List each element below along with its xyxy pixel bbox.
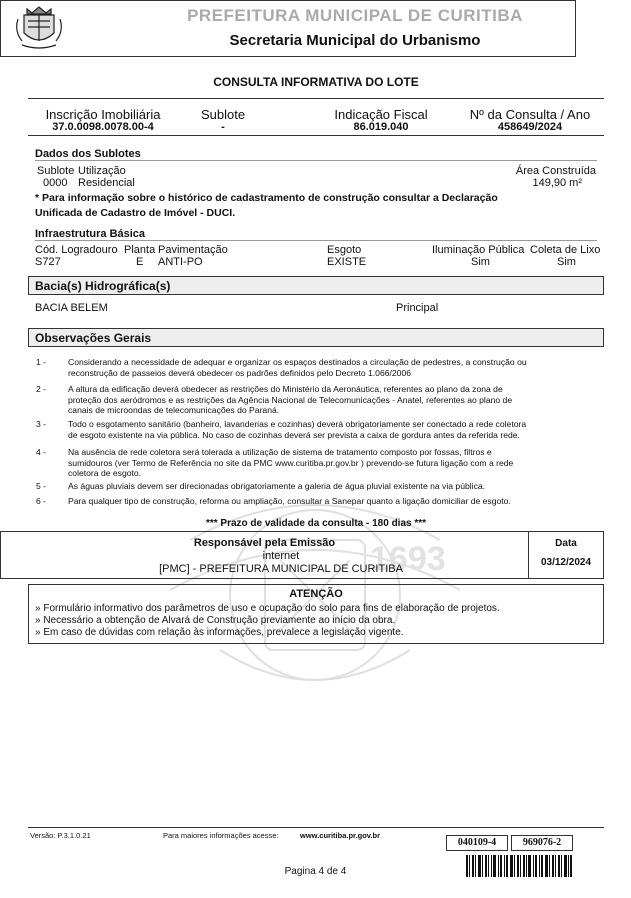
svg-text:1693: 1693 — [370, 540, 446, 578]
obs-line: Considerando a necessidade de adequar e organizar os espaços destinados a circulação de pedestres, a construção ou — [68, 357, 527, 367]
observacoes-title: Observações Gerais — [28, 328, 604, 347]
responsavel-line1: internet — [262, 550, 300, 562]
obs-number: 6 - — [36, 496, 47, 506]
code-box-1: 040109-4 — [446, 835, 508, 851]
code-box-2: 969076-2 — [511, 835, 573, 851]
row-sublote: 0000 — [43, 177, 68, 189]
responsavel-line2: [PMC] - PREFEITURA MUNICIPAL DE CURITIBA — [159, 563, 403, 575]
sublote-cell — [188, 107, 258, 133]
responsavel-title: Responsável pela Emissão — [193, 537, 336, 549]
sublote-value: - — [221, 121, 225, 133]
document-title: CONSULTA INFORMATIVA DO LOTE — [213, 75, 419, 89]
atencao-line3: » Em caso de dúvidas com relação às informações, prevalece a legislação vigente. — [35, 627, 404, 638]
infra-v-iluminacao: Sim — [471, 256, 490, 268]
secretaria-title: Secretaria Municipal do Urbanismo — [229, 32, 481, 49]
col-sublote: Sublote — [37, 165, 75, 177]
infra-v-esgoto: EXISTE — [327, 256, 367, 268]
obs-line: Na ausência de rede coletora será tolerada a utilização de sistema de tratamento composto por fossas, filtros e — [68, 447, 492, 457]
atencao-line1: » Formulário informativo dos parâmetros de uso e ocupação do solo para fins de elaboração de projetos. — [35, 603, 500, 614]
versao: Versão: P.3.1.0.21 — [30, 831, 91, 840]
consulta-cell — [466, 107, 594, 133]
obs-line: A altura da edificação deverá obedecer as restrições do Ministério da Aeronáutica, referentes ao plano da zona de — [68, 384, 503, 394]
infra-h-lixo: Coleta de Lixo — [530, 244, 601, 256]
obs-line: As águas pluviais devem ser direcionadas obrigatoriamente a galeria de água pluvial existente na via pública. — [68, 481, 486, 491]
consulta-label: Nº da Consulta / Ano — [469, 107, 591, 122]
infra-h-pavimentacao: Pavimentação — [158, 244, 228, 256]
obs-number: 2 - — [36, 384, 47, 394]
obs-line: sumidouros (ver Termo de Referência no site da PMC www.curitiba.pr.gov.br ) prevendo-se futura ligação com a rede — [68, 457, 514, 468]
atencao-box — [28, 584, 604, 644]
bacia-type: Principal — [396, 302, 439, 314]
duci-note-line1: * Para informação sobre o histórico de cadastramento de construção consultar a Declaração — [35, 192, 498, 204]
infra-v-lixo: Sim — [557, 256, 576, 268]
infra-h-iluminacao: Iluminação Pública — [432, 244, 525, 256]
bacia-name: BACIA BELEM — [35, 302, 108, 314]
obs-number: 5 - — [36, 481, 47, 491]
infra-divider — [35, 240, 597, 241]
data-label: Data — [555, 538, 577, 549]
identification-row — [28, 98, 604, 136]
inscricao-cell — [38, 107, 168, 133]
page-number: Pagina 4 de 4 — [284, 866, 347, 877]
obs-line: Para qualquer tipo de construção, reforma ou ampliação, consultar a Sanepar quanto a ligação domiciliar de esgoto. — [68, 496, 511, 506]
atencao-line2: » Necessário a obtenção de Alvará de Construção previamente ao início da obra. — [35, 615, 396, 626]
inscricao-label: Inscrição Imobiliária — [45, 107, 161, 122]
row-utilizacao: Residencial — [78, 177, 135, 189]
col-utilizacao: Utilização — [78, 165, 126, 177]
prefeitura-title: PREFEITURA MUNICIPAL DE CURITIBA — [187, 6, 523, 25]
duci-note-line2: Unificada de Cadastro de Imóvel - DUCI. — [35, 207, 236, 219]
site-link[interactable]: www.curitiba.pr.gov.br — [300, 831, 381, 840]
infra-v-planta: E — [136, 256, 144, 268]
infra-v-pavimentacao: ANTI-PO — [158, 256, 203, 268]
footer-divider — [28, 827, 604, 828]
indicacao-value: 86.019.040 — [353, 121, 409, 133]
sublotes-divider — [35, 160, 597, 161]
header-box — [0, 0, 576, 57]
obs-line: proteção dos aeródromos e as restrições da Agência Nacional de Telecomunicações - Anatel, referentes ao plano de — [68, 394, 513, 405]
infra-h-esgoto: Esgoto — [327, 244, 362, 256]
prazo-validade: *** Prazo de validade da consulta - 180 dias *** — [205, 518, 427, 529]
inscricao-value: 37.0.0098.0078.00-4 — [52, 121, 154, 133]
responsavel-box — [0, 531, 604, 579]
obs-number: 1 - — [36, 357, 47, 367]
obs-line: reconstrução de passeios deverá obedecer os padrões definidos pelo Decreto 1.066/2006 — [68, 367, 412, 378]
sublote-label: Sublote — [200, 107, 246, 122]
obs-line: de esgoto existente na via pública. No caso de cozinhas deverá ser prevista a caixa de gordura antes da referida rede. — [68, 429, 520, 440]
bacia-title: Bacia(s) Hidrográfica(s) — [28, 276, 604, 295]
sublotes-title: Dados dos Sublotes — [35, 148, 141, 160]
coat-of-arms-icon — [14, 5, 64, 51]
infra-h-planta: Planta — [124, 244, 156, 256]
obs-line: canais de microondas de telecomunicações do Paraná. — [68, 405, 280, 415]
row-area: 149,90 m² — [532, 177, 582, 189]
data-value: 03/12/2024 — [540, 557, 592, 568]
col-area: Área Construída — [515, 165, 596, 177]
consulta-value: 458649/2024 — [497, 121, 563, 133]
obs-line: coletora de esgoto. — [68, 468, 142, 478]
obs-number: 4 - — [36, 447, 47, 457]
indicacao-cell — [326, 107, 436, 133]
obs-line: Todo o esgotamento sanitário (banheiro, lavanderias e cozinhas) deverá obrigatoriamente ser conectado a rede coletora — [68, 419, 527, 429]
infra-v-logradouro: S727 — [35, 256, 61, 268]
indicacao-label: Indicação Fiscal — [334, 107, 428, 122]
atencao-title: ATENÇÃO — [289, 588, 343, 600]
info-text: Para maiores informações acesse: — [163, 831, 279, 840]
obs-number: 3 - — [36, 419, 47, 429]
infra-title: Infraestrutura Básica — [35, 228, 146, 240]
infra-h-logradouro: Cód. Logradouro — [35, 244, 118, 256]
